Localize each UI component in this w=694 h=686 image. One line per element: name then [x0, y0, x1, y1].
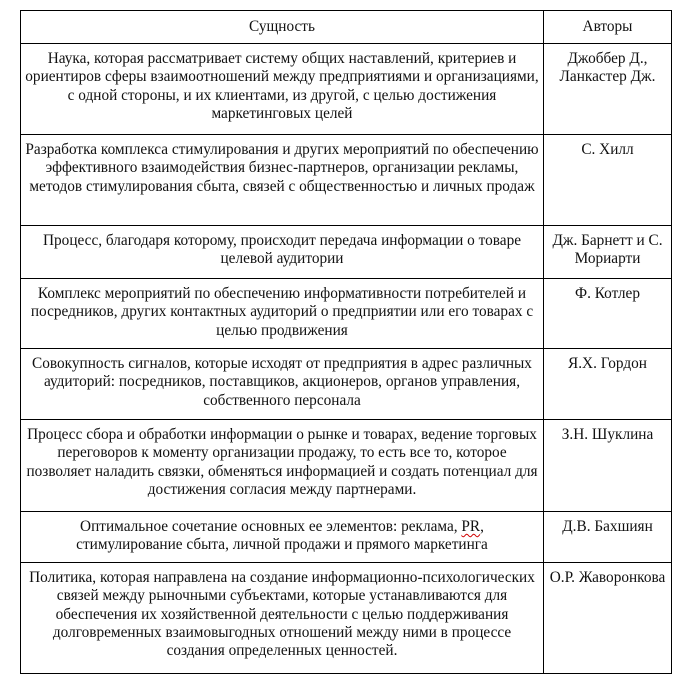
table-row	[21, 563, 672, 674]
table-header-row	[21, 11, 672, 44]
authors-cell: Ф. Котлер	[544, 279, 672, 349]
essence-cell: Комплекс мероприятий по обеспечению информативности потребителей и посредников, других контактных аудиторий о предприятии или его товарах с целью продвижения	[21, 279, 544, 349]
authors-cell: Джоббер Д., Ланкастер Дж.	[544, 44, 672, 135]
header-essence: Сущность	[21, 11, 544, 44]
table-row	[21, 44, 672, 135]
essence-cell	[21, 512, 544, 563]
definitions-table	[20, 10, 672, 674]
essence-cell: Процесс сбора и обработки информации о рынке и товарах, ведение торговых переговоров к моменту организации продажу, то есть все то, которое позволяет наладить связки, обменяться информацией и создать потенциал для достижения согласия между партнерами.	[21, 420, 544, 512]
table-row	[21, 279, 672, 349]
authors-cell: З.Н. Шуклина	[544, 420, 672, 512]
table-row	[21, 420, 672, 512]
essence-cell: Разработка комплекса стимулирования и других мероприятий по обеспечению эффективного взаимодействия бизнес-партнеров, организации рекламы, методов стимулирования сбыта, связей с общественностью и личных продаж	[21, 135, 544, 226]
essence-cell: Совокупность сигналов, которые исходят от предприятия в адрес различных аудиторий: посредников, поставщиков, акционеров, органов управления, собственного персонала	[21, 349, 544, 420]
table-row	[21, 226, 672, 279]
spellcheck-marked-word: PR	[461, 518, 481, 535]
table-row	[21, 135, 672, 226]
essence-cell: Политика, которая направлена на создание информационно-психологических связей между рыночными субъектами, которые устанавливаются для обеспечения их хозяйственной деятельности с целью поддерживания долговременных взаимовыгодных отношений между ними в процессе создания определенных ценностей.	[21, 563, 544, 674]
authors-cell: Д.В. Бахшиян	[544, 512, 672, 563]
essence-cell: Наука, которая рассматривает систему общих наставлений, критериев и ориентиров сферы взаимоотношений между предприятиями и организациями, с одной стороны, и их клиентами, из другой, с целью достижения маркетинговых целей	[21, 44, 544, 135]
authors-cell: Дж. Барнетт и С. Мориарти	[544, 226, 672, 279]
authors-cell: О.Р. Жаворонкова	[544, 563, 672, 674]
essence-cell: Процесс, благодаря которому, происходит передача информации о товаре целевой аудитории	[21, 226, 544, 279]
essence-text-before: Оптимальное сочетание основных ее элементов: реклама,	[80, 518, 462, 535]
table-row	[21, 512, 672, 563]
authors-cell: Я.Х. Гордон	[544, 349, 672, 420]
essence-text-after: , стимулирование сбыта, личной продажи и прямого маркетинга	[76, 518, 488, 554]
table-row	[21, 349, 672, 420]
header-authors: Авторы	[544, 11, 672, 44]
authors-cell: С. Хилл	[544, 135, 672, 226]
